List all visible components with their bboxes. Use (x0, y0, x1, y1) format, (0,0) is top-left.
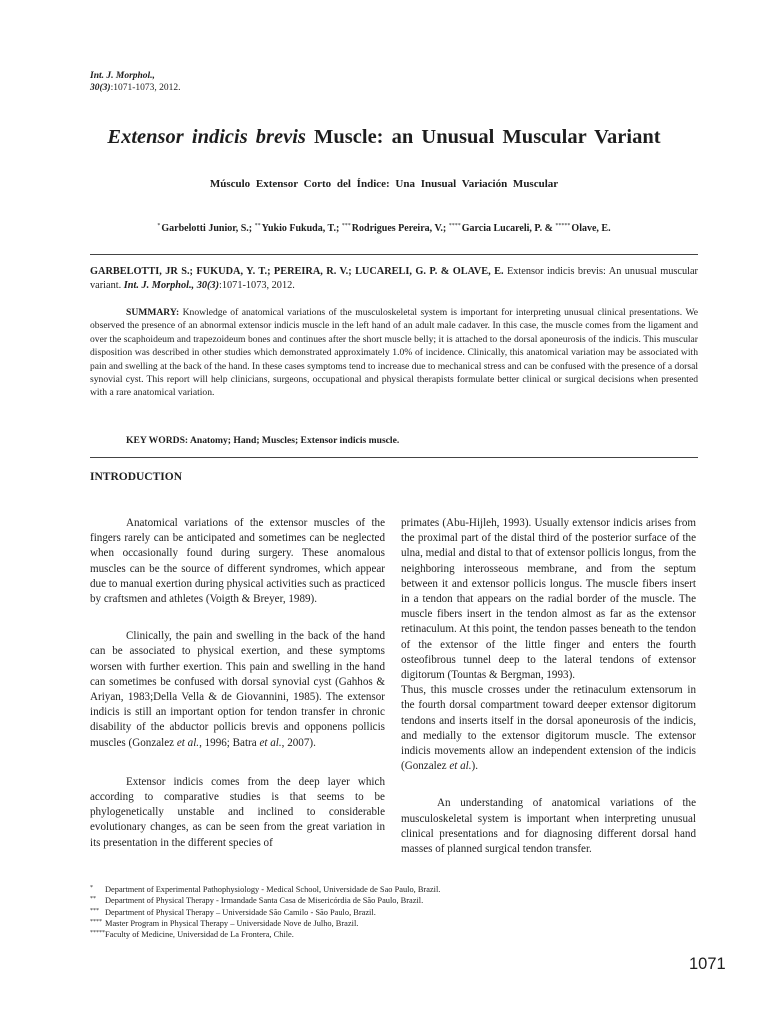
summary-abstract (90, 306, 698, 400)
paragraph-text: ). (471, 760, 479, 773)
citation-pages: :1071-1073, 2012. (219, 280, 295, 291)
footnote-text: Department of Physical Therapy - Irmandade Santa Casa de Misericórdia de São Paulo, Brazil. (105, 896, 424, 906)
footnote-mark: ***** (90, 930, 105, 937)
citation-block (90, 265, 698, 293)
paragraph (401, 683, 696, 774)
summary-text: Knowledge of anatomical variations of the musculoskeletal system is important for interpreting unusual clinical presentations. We observed the presence of an abnormal extensor indicis muscle in the left hand of an adult male cadaver. In this case, the muscle comes from the ligament and over the scaphoideum and trapezoideum bones and continues after the short muscle belly; it is attached to the dorsal aponeurosis of the indicis. This muscular disposition was described in other studies which demonstrated approximately 1.0% of incidence. Clinically, this anatomical variation may be associated with pain and swelling at the back of the hand. In these cases symptoms tend to increase due to mechanical stress and can be confused with the presence of a dorsal synovial cyst. This report will help clinicians, surgeons, occupational and physical therapists formulate better clinical or surgical decisions when presented with a rare anatomical variation. (90, 307, 698, 399)
paragraph: An understanding of anatomical variations of the musculoskeletal system is important when interpreting unusual clinical presentations and for diagnosing different dorsal hand masses of planned surgical tendon transfer. (401, 797, 696, 856)
author-mark: *** (341, 223, 351, 229)
paragraph-text: , 1996; Batra (199, 736, 260, 749)
paragraph-text: Thus, this muscle crosses under the retinaculum extensorum in the fourth dorsal compartment toward deeper extensor digitorum tendons and inserts itself in the dorsal aponeurosis of the indicis, and medially to the extensor digitorum muscle. The extensor indicis movements allow an independent extension of the indicis (Gonzalez (401, 684, 696, 773)
citation-authors: GARBELOTTI, JR S.; FUKUDA, Y. T.; PEREIRA, R. V.; LUCARELI, G. P. & OLAVE, E. (90, 266, 504, 277)
footnote (90, 884, 698, 895)
keywords: KEY WORDS: Anatomy; Hand; Muscles; Extensor indicis muscle. (126, 435, 400, 446)
author-mark: **** (448, 223, 461, 229)
top-divider (90, 254, 698, 255)
journal-name: Int. J. Morphol., (90, 71, 155, 81)
footnote (90, 918, 698, 929)
footnote-mark: **** (90, 918, 102, 925)
bottom-divider (90, 457, 698, 458)
author-name: Garcia Lucareli, P. & (461, 223, 556, 234)
et-al: et al. (259, 736, 282, 749)
footnote-text: Department of Physical Therapy – Universidade São Camilo - São Paulo, Brazil. (105, 907, 376, 917)
footnote-mark: *** (90, 907, 99, 914)
right-column (401, 516, 696, 857)
paragraph-text: , 2007). (281, 736, 316, 749)
author-mark: ** (254, 223, 261, 229)
journal-volume-pages (90, 82, 390, 94)
footnote-text: Master Program in Physical Therapy – Universidade Nove de Julho, Brazil. (105, 918, 359, 928)
footnotes (90, 884, 698, 940)
summary-label: SUMMARY: (126, 307, 180, 318)
journal-volume: 30(3) (90, 83, 111, 93)
page-number: 1071 (689, 955, 726, 973)
author-name: Olave, E. (571, 223, 611, 234)
paragraph: Anatomical variations of the extensor muscles of the fingers rarely can be anticipated and sometimes can be neglected when occasionally found during surgery. These anomalous muscles can be the source of different syndromes, which appear due to manual exertion during physical activities such as practiced by craftsmen and athletes (Voigth & Breyer, 1989). (90, 517, 385, 606)
footnote (90, 895, 698, 906)
footnote-mark: * (90, 885, 93, 891)
left-column (90, 516, 385, 851)
footnote-text: Department of Experimental Pathophysiology - Medical School, Universidade de Sao Paulo, Brazil. (105, 885, 441, 894)
footnote-text: Faculty of Medicine, Universidad de La Frontera, Chile. (105, 930, 294, 940)
author-name: Yukio Fukuda, T.; (261, 223, 342, 234)
journal-pages: :1071-1073, 2012. (110, 83, 181, 93)
paragraph: primates (Abu-Hijleh, 1993). Usually extensor indicis arises from the proximal part of the distal third of the posterior surface of the ulna, medial and distal to that of extensor pollicis longus, from the neighboring interosseous membrane, and from the septum between it and extensor pollicis longus. The muscle fibers insert in a tendon that appears on the radial border of the muscle. The muscle fibers insert in the tendon almost as far as the extensor retinaculum. At this point, the tendon passes beneath to the tendon of the extensor of the little finger and enters the fourth osteofibrous tunnel deep to the lateral tendons of extensor digitorum (Tountas & Bergman, 1993). (401, 517, 696, 682)
section-heading-introduction: INTRODUCTION (90, 471, 183, 483)
footnote (90, 929, 698, 940)
article-title-italic: Extensor indicis brevis (107, 126, 306, 148)
et-al: et al. (176, 736, 200, 749)
citation-journal: Int. J. Morphol., 30(3) (123, 280, 220, 291)
paragraph (90, 629, 385, 751)
footnote (90, 907, 698, 918)
et-al: et al. (449, 760, 472, 773)
article-title (0, 126, 768, 149)
footnote-mark: ** (90, 896, 96, 903)
journal-reference (90, 70, 390, 94)
author-mark: ***** (555, 223, 571, 229)
author-name: Rodrigues Pereira, V.; (351, 223, 449, 234)
paragraph: Extensor indicis comes from the deep layer which according to comparative studies is that seems to be phylogenetically unstable and inclined to considerable evolutionary changes, as can be seen from the great variation in its presentation in the different species of (90, 775, 385, 849)
citation-title: Extensor indicis brevis: An unusual muscular variant. (90, 266, 698, 291)
paragraph-text: Clinically, the pain and swelling in the back of the hand can be associated to physical exertion, and these symptoms worsen with further exertion. This pain and swelling in the hand can sometimes be confused with dorsal synovial cyst (Gahhos & Ariyan, 1983;Della Vella & de Giovannini, 1985). The extensor indicis is still an important option for tendon transfer in chronic disability of the abductor pollicis brevis and opponens pollicis muscles (Gonzalez (90, 630, 385, 749)
author-mark: * (157, 223, 161, 229)
article-subtitle: Músculo Extensor Corto del Índice: Una Inusual Variación Muscular (209, 178, 559, 190)
author-name: Garbelotti Junior, S.; (161, 223, 255, 234)
article-title-rest: Muscle: an Unusual Muscular Variant (305, 126, 661, 148)
author-list (0, 223, 768, 234)
